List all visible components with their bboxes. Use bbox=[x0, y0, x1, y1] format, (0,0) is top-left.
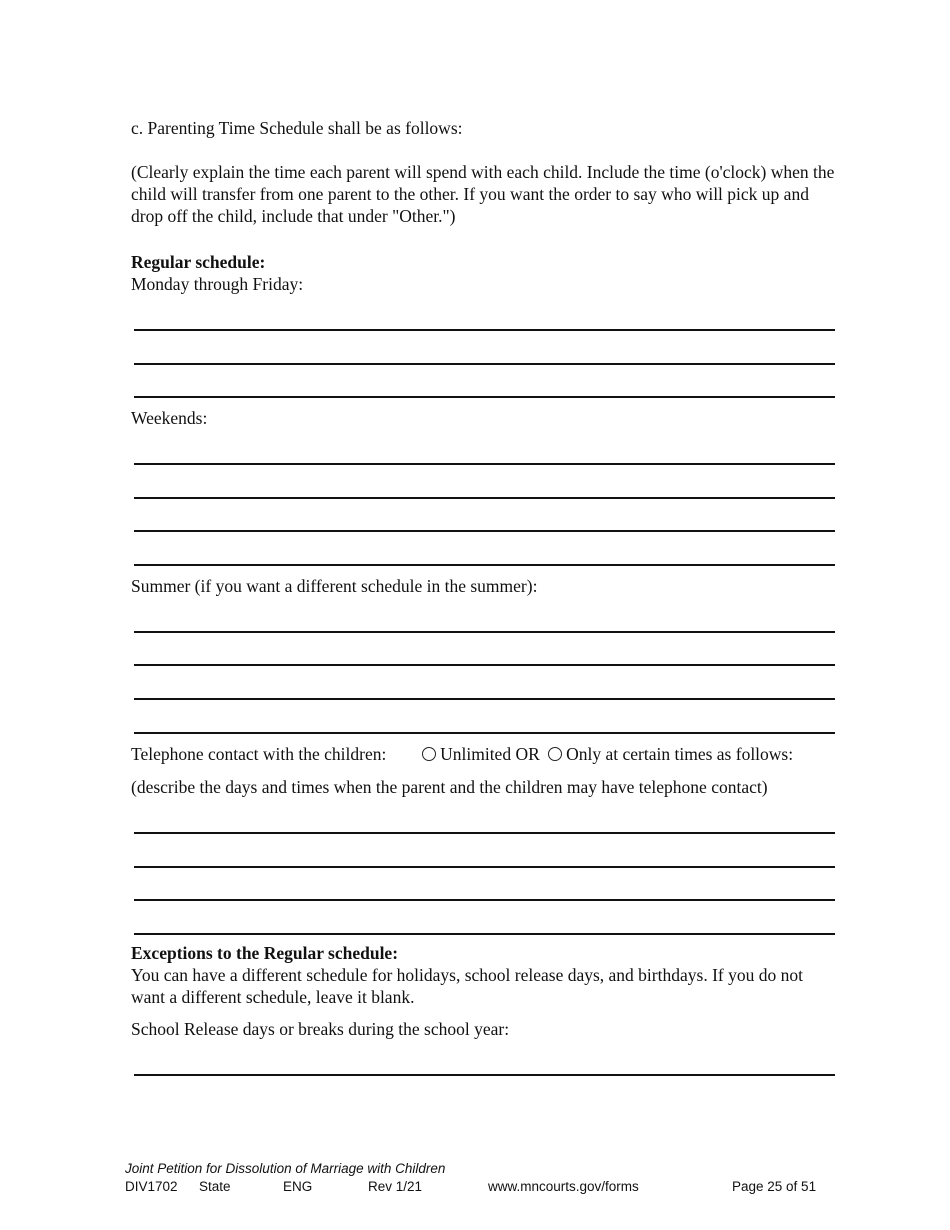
weekdays-label: Monday through Friday: bbox=[131, 274, 304, 294]
summer-line-3[interactable] bbox=[134, 698, 835, 700]
telephone-label: Telephone contact with the children: bbox=[131, 744, 387, 764]
summer-label: Summer (if you want a different schedule in the summer): bbox=[131, 576, 538, 596]
weekends-line-2[interactable] bbox=[134, 497, 835, 499]
footer-page-number: Page 25 of 51 bbox=[732, 1179, 817, 1194]
summer-line-2[interactable] bbox=[134, 664, 835, 666]
weekends-label: Weekends: bbox=[131, 408, 208, 428]
telephone-line-3[interactable] bbox=[134, 899, 835, 901]
certain-times-radio[interactable] bbox=[548, 747, 562, 761]
footer-form-title: Joint Petition for Dissolution of Marriage with Children bbox=[125, 1161, 446, 1176]
weekdays-line-3[interactable] bbox=[134, 396, 835, 398]
section-instructions: (Clearly explain the time each parent will spend with each child. Include the time (o'clock) when the child will transfer from one parent to the other. If you want the order to say who will pick up and drop off the child, include that under "Other.") bbox=[131, 162, 835, 226]
certain-times-option-label: Only at certain times as follows: bbox=[566, 744, 794, 764]
telephone-line-1[interactable] bbox=[134, 832, 835, 834]
weekends-line-4[interactable] bbox=[134, 564, 835, 566]
weekdays-line-1[interactable] bbox=[134, 329, 835, 331]
telephone-line-4[interactable] bbox=[134, 933, 835, 935]
footer-website: www.mncourts.gov/forms bbox=[488, 1179, 639, 1194]
footer-language: ENG bbox=[283, 1179, 313, 1194]
telephone-describe: (describe the days and times when the parent and the children may have telephone contact) bbox=[131, 777, 768, 797]
weekends-line-1[interactable] bbox=[134, 463, 835, 465]
summer-line-1[interactable] bbox=[134, 631, 835, 633]
telephone-contact-row bbox=[131, 743, 793, 765]
school-release-label: School Release days or breaks during the school year: bbox=[131, 1019, 510, 1039]
footer-jurisdiction: State bbox=[199, 1179, 231, 1194]
footer-form-code: DIV1702 bbox=[125, 1179, 178, 1194]
exceptions-heading: Exceptions to the Regular schedule: bbox=[131, 943, 399, 963]
exceptions-text: You can have a different schedule for holidays, school release days, and birthdays. If you do not want a different schedule, leave it blank. bbox=[131, 965, 803, 1007]
section-heading: c. Parenting Time Schedule shall be as follows: bbox=[131, 118, 463, 138]
telephone-line-2[interactable] bbox=[134, 866, 835, 868]
school-release-line-1[interactable] bbox=[134, 1074, 835, 1076]
unlimited-radio[interactable] bbox=[422, 747, 436, 761]
unlimited-option-label: Unlimited OR bbox=[440, 744, 540, 764]
regular-schedule-heading: Regular schedule: bbox=[131, 252, 266, 272]
weekdays-line-2[interactable] bbox=[134, 363, 835, 365]
summer-line-4[interactable] bbox=[134, 732, 835, 734]
weekends-line-3[interactable] bbox=[134, 530, 835, 532]
footer-revision: Rev 1/21 bbox=[368, 1179, 423, 1194]
